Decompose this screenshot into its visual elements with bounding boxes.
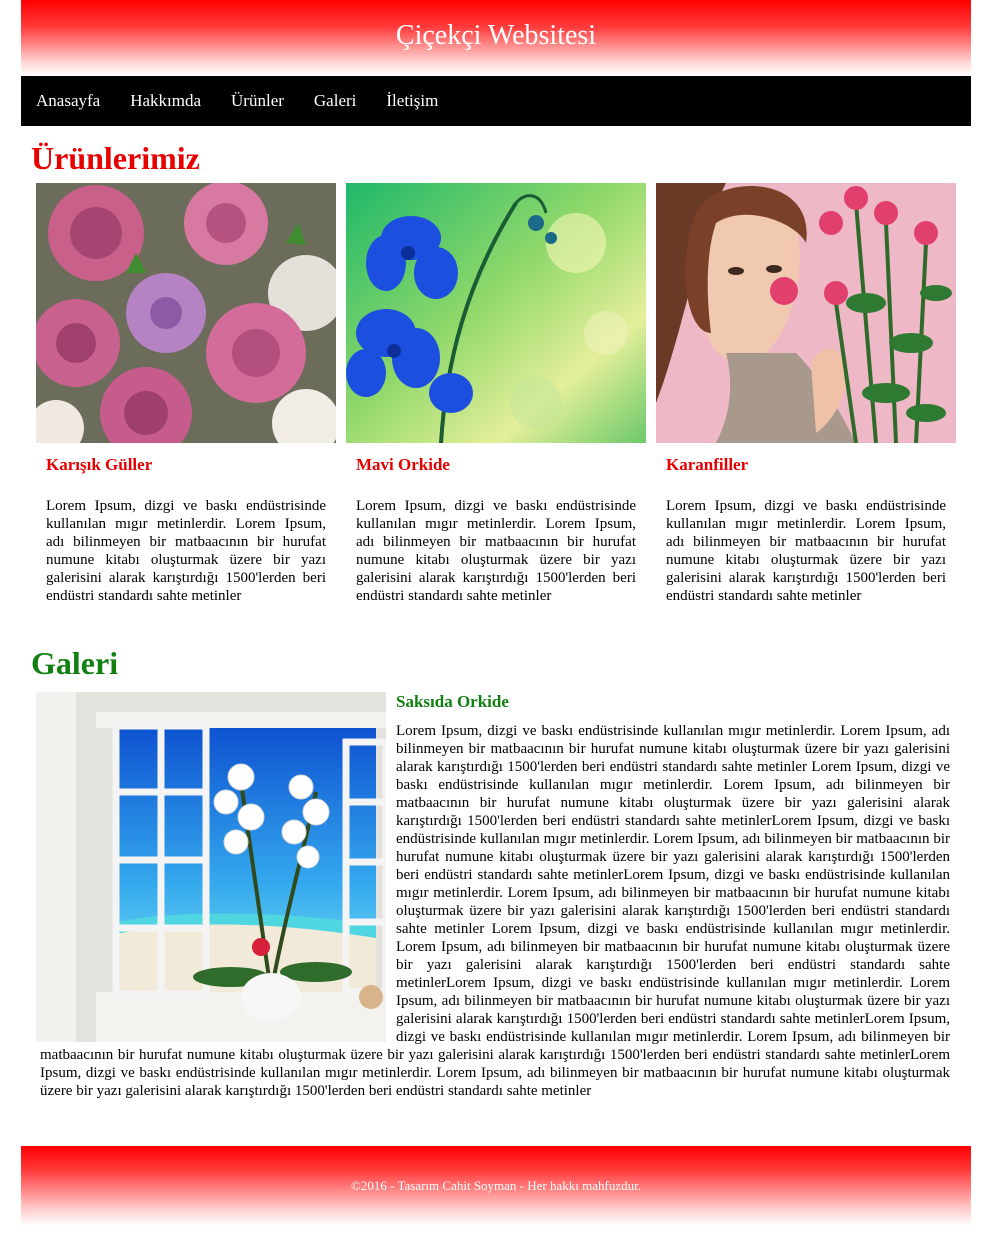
product-name: Karışık Güller: [46, 455, 153, 474]
nav-item-hakkimda[interactable]: Hakkımda: [130, 91, 202, 110]
footer-copyright: ©2016 - Tasarım Cahit Soyman - Her hakkı mahfuzdur.: [351, 1178, 641, 1193]
nav-item-iletisim[interactable]: İletişim: [386, 91, 439, 110]
gallery-heading: Galeri: [31, 645, 119, 681]
gallery-section: [40, 692, 950, 1100]
site-title: Çiçekçi Websitesi: [395, 20, 597, 51]
orchid-in-window-image: [36, 692, 386, 1042]
product-description: Lorem Ipsum, dizgi ve baskı endüstrisinde kullanılan mıgır metinlerdir. Lorem Ipsum, adı bilinmeyen bir matbaacının bir hurufat numune kitabı oluşturmak üzere bir yazı galerisini alarak karıştırdığı 1500'lerden beri endüstri standardı sahte metinler: [666, 498, 946, 604]
woman-with-roses-image: [656, 183, 956, 443]
nav-item-anasayfa[interactable]: Anasayfa: [36, 91, 101, 110]
product-description: Lorem Ipsum, dizgi ve baskı endüstrisinde kullanılan mıgır metinlerdir. Lorem Ipsum, adı bilinmeyen bir matbaacının bir hurufat numune kitabı oluşturmak üzere bir yazı galerisini alarak karıştırdığı 1500'lerden beri endüstri standardı sahte metinler: [46, 498, 326, 604]
site-header: [21, 0, 971, 76]
site-footer: [21, 1146, 971, 1226]
product-name: Karanfiller: [666, 455, 749, 474]
nav-item-urunler[interactable]: Ürünler: [231, 91, 284, 110]
product-cards: [36, 183, 966, 605]
gallery-item-description: Lorem Ipsum, dizgi ve baskı endüstrisinde kullanılan mıgır metinlerdir. Lorem Ipsum, adı bilinmeyen bir matbaacının bir hurufat numune kitabı oluşturmak üzere bir yazı galerisini alarak karıştırdığı 1500'lerden beri endüstri standardı sahte metinler Lorem Ipsum, dizgi ve baskı endüstrisinde kullanılan mıgır metinlerdir. Lorem Ipsum, adı bilinmeyen bir matbaacının bir hurufat numune kitabı oluşturmak üzere bir yazı galerisini alarak karıştırdığı 1500'lerden beri endüstri standardı sahte metinlerLorem Ipsum, dizgi ve baskı endüstrisinde kullanılan mıgır metinlerdir. Lorem Ipsum, adı bilinmeyen bir matbaacının bir hurufat numune kitabı oluşturmak üzere bir yazı galerisini alarak karıştırdığı 1500'lerden beri endüstri standardı sahte metinlerLorem Ipsum, dizgi ve baskı endüstrisinde kullanılan mıgır metinlerdir. Lorem Ipsum, adı bilinmeyen bir matbaacının bir hurufat numune kitabı oluşturmak üzere bir yazı galerisini alarak karıştırdığı 1500'lerden beri endüstri standardı sahte metinler Lorem Ipsum, dizgi ve baskı endüstrisinde kullanılan mıgır metinlerdir. Lorem Ipsum, adı bilinmeyen bir matbaacının bir hurufat numune kitabı oluşturmak üzere bir yazı galerisini alarak karıştırdığı 1500'lerden beri endüstri standardı sahte metinlerLorem Ipsum, dizgi ve baskı endüstrisinde kullanılan mıgır metinlerdir. Lorem Ipsum, adı bilinmeyen bir matbaacının bir hurufat numune kitabı oluşturmak üzere bir yazı galerisini alarak karıştırdığı 1500'lerden beri endüstri standardı sahte metinlerLorem Ipsum, dizgi ve baskı endüstrisinde kullanılan mıgır metinlerdir. Lorem Ipsum, adı bilinmeyen bir matbaacının bir hurufat numune kitabı oluşturmak üzere bir yazı galerisini alarak karıştırdığı 1500'lerden beri endüstri standardı sahte metinlerLorem Ipsum, dizgi ve baskı endüstrisinde kullanılan mıgır metinlerdir. Lorem Ipsum, adı bilinmeyen bir matbaacının bir hurufat numune kitabı oluşturmak üzere bir yazı galerisini alarak karıştırdığı 1500'lerden beri endüstri standardı sahte metinler: [40, 723, 950, 1099]
product-description: Lorem Ipsum, dizgi ve baskı endüstrisinde kullanılan mıgır metinlerdir. Lorem Ipsum, adı bilinmeyen bir matbaacının bir hurufat numune kitabı oluşturmak üzere bir yazı galerisini alarak karıştırdığı 1500'lerden beri endüstri standardı sahte metinler: [356, 498, 636, 604]
product-card: [346, 183, 646, 605]
blue-orchid-image: [346, 183, 646, 443]
main-nav: [21, 76, 971, 126]
mixed-roses-image: [36, 183, 336, 443]
page-container: [21, 0, 971, 126]
nav-item-galeri[interactable]: Galeri: [313, 91, 357, 110]
products-heading: Ürünlerimiz: [31, 140, 200, 176]
product-name: Mavi Orkide: [356, 455, 450, 474]
product-card: [36, 183, 336, 605]
gallery-item-title: Saksıda Orkide: [396, 692, 509, 711]
product-card: [656, 183, 956, 605]
